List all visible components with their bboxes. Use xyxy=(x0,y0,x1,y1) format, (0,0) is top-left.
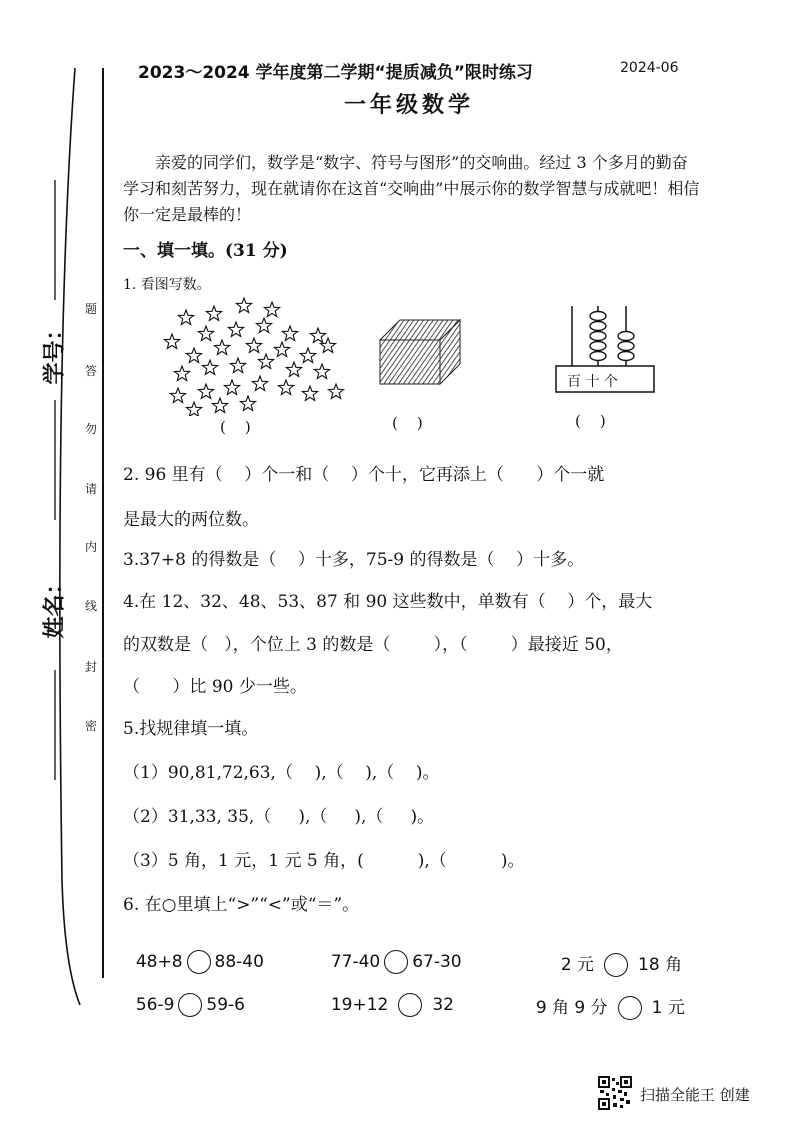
star-shape xyxy=(202,360,217,375)
star-shape xyxy=(258,354,273,369)
compare-circle[interactable] xyxy=(384,950,408,974)
compare-right: 18 角 xyxy=(638,955,683,975)
compare-right: 1 元 xyxy=(651,998,685,1018)
compare-left: 56-9 xyxy=(135,995,175,1015)
binding-line xyxy=(0,0,110,1124)
compare-left: 77-40 xyxy=(330,952,381,972)
q6-text: 6. 在○里填上“>”“<”或“＝”。 xyxy=(123,895,360,915)
compare-item xyxy=(525,973,685,1020)
star-shape xyxy=(274,342,289,357)
star-shape xyxy=(314,364,329,379)
star-shape xyxy=(236,298,251,313)
compare-right: 59-6 xyxy=(206,995,245,1015)
compare-item xyxy=(550,930,682,977)
exam-subject: 一年级数学 xyxy=(344,93,475,118)
abacus-label: 百 十 个 xyxy=(567,374,618,390)
star-shape xyxy=(300,348,315,363)
star-shape xyxy=(230,358,245,373)
seal-char: 题 xyxy=(84,302,97,316)
star-shape xyxy=(198,326,213,341)
star-shape xyxy=(264,302,279,317)
q3-text: 3.37+8 的得数是（ ）十多，75-9 的得数是（ ）十多。 xyxy=(123,550,585,570)
seal-char: 请 xyxy=(84,482,97,496)
compare-right: 88-40 xyxy=(214,952,264,972)
star-shape xyxy=(328,384,343,399)
q1-text: 1. 看图写数。 xyxy=(123,277,211,293)
seal-char: 线 xyxy=(84,599,97,613)
star-shape xyxy=(170,388,185,403)
star-shape xyxy=(302,386,317,401)
footer-text: 扫描全能王 创建 xyxy=(640,1086,750,1104)
star-shape xyxy=(174,366,189,381)
q2-line1: 2. 96 里有（ ）个一和（ ）个十，它再添上（ ）个一就 xyxy=(123,465,605,485)
compare-item xyxy=(125,930,264,974)
seal-char: 内 xyxy=(84,540,97,554)
section-title: 一、填一填。(31 分) xyxy=(123,241,288,261)
compare-left: 2 元 xyxy=(560,955,595,975)
compare-item xyxy=(320,973,454,1017)
star-shape xyxy=(256,318,271,333)
star-shape xyxy=(206,306,221,321)
seal-char: 封 xyxy=(84,660,97,674)
exam-title: 2023～2024 学年度第二学期“提质减负”限时练习 xyxy=(138,63,533,83)
star-shape xyxy=(186,348,201,363)
star-shape xyxy=(286,362,301,377)
q2-line2: 是最大的两位数。 xyxy=(123,510,259,530)
star-shape xyxy=(164,334,179,349)
compare-circle[interactable] xyxy=(618,996,642,1020)
seal-char: 密 xyxy=(84,719,97,733)
compare-item xyxy=(125,973,245,1017)
star-shape xyxy=(310,328,325,343)
star-shape xyxy=(186,402,201,416)
answer-blank[interactable]: ( ) xyxy=(575,412,606,430)
qr-code-icon xyxy=(598,1076,632,1110)
compare-right: 67-30 xyxy=(412,952,462,972)
compare-item xyxy=(320,930,462,974)
student-id-label: 学号： xyxy=(41,318,68,385)
star-shape xyxy=(282,326,297,341)
star-shape xyxy=(320,338,335,353)
compare-circle[interactable] xyxy=(187,950,211,974)
answer-blank[interactable]: ( ) xyxy=(392,414,423,432)
q5-item: （2）31,33, 35,（ ),（ ),（ )。 xyxy=(123,807,435,827)
cube-figure xyxy=(375,312,465,392)
star-shape xyxy=(212,398,227,413)
star-shape xyxy=(198,384,213,399)
star-shape xyxy=(246,338,261,353)
star-shape xyxy=(214,340,229,355)
q5-item: （3）5 角，1 元，1 元 5 角，( ),（ )。 xyxy=(123,851,525,871)
seal-line xyxy=(102,68,104,978)
compare-left: 48+8 xyxy=(135,952,183,972)
intro-paragraph: 亲爱的同学们，数学是“数字、符号与图形”的交响曲。经过 3 个多月的勤奋学习和刻苦努力，现在就请你在这首“交响曲”中展示你的数学智慧与成就吧！相信你一定是最棒的！ xyxy=(123,153,700,224)
q5-item: （1）90,81,72,63,（ ),（ ),（ )。 xyxy=(123,763,440,783)
seal-char: 答 xyxy=(84,364,97,378)
star-shape xyxy=(252,376,267,391)
compare-left: 9 角 9 分 xyxy=(535,998,608,1018)
answer-blank[interactable]: ( ) xyxy=(220,418,251,436)
star-shape xyxy=(178,310,193,325)
compare-circle[interactable] xyxy=(398,993,422,1017)
seal-char: 勿 xyxy=(84,422,97,436)
star-shape xyxy=(228,322,243,337)
star-shape xyxy=(240,396,255,411)
stars-figure xyxy=(158,296,348,416)
q4-line1: 4.在 12、32、48、53、87 和 90 这些数中，单数有（ ）个，最大 xyxy=(123,592,653,612)
compare-left: 19+12 xyxy=(330,995,389,1015)
name-label: 姓名： xyxy=(41,572,68,639)
compare-circle[interactable] xyxy=(178,993,202,1017)
q4-line3: （ ）比 90 少一些。 xyxy=(123,677,307,697)
star-shape xyxy=(278,380,293,395)
q4-line2: 的双数是（ ），个位上 3 的数是（ ），（ ）最接近 50， xyxy=(123,635,623,655)
star-shape xyxy=(224,380,239,395)
exam-date: 2024-06 xyxy=(620,60,679,76)
q5-text: 5.找规律填一填。 xyxy=(123,719,259,739)
compare-right: 32 xyxy=(432,995,454,1015)
